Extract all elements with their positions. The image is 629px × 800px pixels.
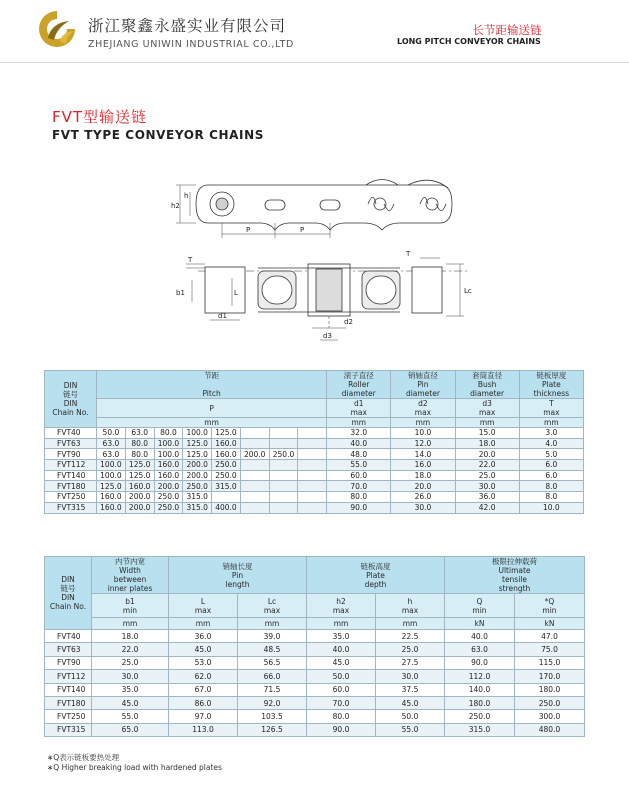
d1-unit: mm: [327, 418, 391, 428]
pitch-symbol: P: [97, 399, 327, 418]
pitch-cell: 125.0: [125, 470, 154, 481]
table-row: [45, 481, 584, 492]
value-cell: 36.0: [455, 492, 519, 503]
unit-header: mm: [92, 618, 169, 630]
pitch-cell: 50.0: [97, 428, 126, 439]
value-cell: 20.0: [391, 481, 455, 492]
table-row: [45, 630, 585, 643]
table-row: [45, 696, 585, 709]
dim-label-d1: d1: [218, 312, 227, 320]
chain-no-cell: FVT140: [45, 470, 97, 481]
pitch-cell: 315.0: [183, 502, 212, 513]
spec-table-2: [44, 556, 585, 737]
table-row: [45, 656, 585, 669]
table-row: [45, 470, 584, 481]
din-header-2: DIN 链号 DIN Chain No.: [45, 557, 92, 630]
chain-no-cell: FVT40: [45, 630, 92, 643]
chain-no-cell: FVT63: [45, 643, 92, 656]
plate-thickness-header: 链板厚度 Plate thickness: [519, 371, 583, 399]
pitch-cell: 250.0: [212, 470, 241, 481]
value-cell: 480.0: [515, 723, 585, 736]
value-cell: 113.0: [169, 723, 238, 736]
pitch-cell: 100.0: [97, 460, 126, 471]
value-cell: 55.0: [376, 723, 445, 736]
pitch-cell: [240, 492, 269, 503]
pitch-cell: 250.0: [183, 481, 212, 492]
pitch-cell: [269, 428, 298, 439]
pitch-cell: 160.0: [154, 470, 183, 481]
chain-side-view: [196, 180, 452, 231]
company-name-cn: 浙江聚鑫永盛实业有限公司: [88, 17, 287, 35]
value-cell: 8.0: [519, 492, 583, 503]
value-cell: 90.0: [445, 656, 515, 669]
pitch-cell: [269, 481, 298, 492]
value-cell: 115.0: [515, 656, 585, 669]
value-cell: 30.0: [391, 502, 455, 513]
value-cell: 45.0: [169, 643, 238, 656]
value-cell: 65.0: [92, 723, 169, 736]
roller-diameter-header: 滚子直径 Roller diameter: [327, 371, 391, 399]
dim-label-h: h: [184, 192, 189, 200]
pitch-cell: 125.0: [183, 438, 212, 449]
pitch-cell: [269, 470, 298, 481]
value-cell: 27.5: [376, 656, 445, 669]
t-unit: mm: [519, 418, 583, 428]
spec-table-1: [44, 370, 584, 514]
symbol-header: Q min: [445, 594, 515, 618]
symbol-header: *Q min: [515, 594, 585, 618]
value-cell: 35.0: [307, 630, 376, 643]
value-cell: 26.0: [391, 492, 455, 503]
dim-label-t-left: T: [188, 256, 193, 264]
din-header: DIN 链号 DIN Chain No.: [45, 371, 97, 428]
value-cell: 56.5: [238, 656, 307, 669]
table-row: [45, 683, 585, 696]
pitch-cell: 200.0: [240, 449, 269, 460]
footnote-cn: ∗Q表示链板要热处理: [47, 753, 120, 762]
value-cell: 55.0: [327, 460, 391, 471]
pitch-cell: [298, 449, 327, 460]
value-cell: 10.0: [519, 502, 583, 513]
pitch-cell: 160.0: [125, 481, 154, 492]
bush-diameter-header: 套筒直径 Bush diameter: [455, 371, 519, 399]
value-cell: 4.0: [519, 438, 583, 449]
pin-length-header: 销轴长度 Pin length: [169, 557, 307, 594]
value-cell: 8.0: [519, 481, 583, 492]
value-cell: 92.0: [238, 696, 307, 709]
table-row: [45, 428, 584, 439]
value-cell: 16.0: [391, 460, 455, 471]
pitch-cell: 315.0: [212, 481, 241, 492]
chain-no-cell: FVT112: [45, 670, 92, 683]
pitch-cell: [298, 438, 327, 449]
pitch-cell: [240, 481, 269, 492]
value-cell: 47.0: [515, 630, 585, 643]
chain-no-cell: FVT90: [45, 656, 92, 669]
dim-label-p1: P: [246, 226, 251, 234]
spec-table-2-body: [45, 630, 585, 737]
table-row: [45, 449, 584, 460]
pitch-cell: 100.0: [154, 449, 183, 460]
value-cell: 180.0: [445, 696, 515, 709]
pitch-cell: 100.0: [154, 438, 183, 449]
pitch-cell: 250.0: [212, 460, 241, 471]
table-row: [45, 643, 585, 656]
unit-header: kN: [515, 618, 585, 630]
value-cell: 86.0: [169, 696, 238, 709]
value-cell: 48.0: [327, 449, 391, 460]
d1-symbol: d1 max: [327, 399, 391, 418]
value-cell: 80.0: [307, 710, 376, 723]
t-symbol: T max: [519, 399, 583, 418]
category-title-cn: 长节距输送链: [472, 23, 542, 37]
value-cell: 112.0: [445, 670, 515, 683]
pitch-cell: 250.0: [154, 502, 183, 513]
pitch-cell: 160.0: [97, 502, 126, 513]
value-cell: 32.0: [327, 428, 391, 439]
value-cell: 60.0: [327, 470, 391, 481]
pitch-cell: [298, 502, 327, 513]
symbol-header: h max: [376, 594, 445, 618]
value-cell: 14.0: [391, 449, 455, 460]
pitch-cell: [212, 492, 241, 503]
value-cell: 20.0: [455, 449, 519, 460]
pitch-cell: 80.0: [154, 428, 183, 439]
value-cell: 90.0: [307, 723, 376, 736]
value-cell: 70.0: [327, 481, 391, 492]
value-cell: 6.0: [519, 470, 583, 481]
value-cell: 40.0: [327, 438, 391, 449]
value-cell: 25.0: [455, 470, 519, 481]
pitch-cell: 200.0: [183, 460, 212, 471]
table-row: [45, 502, 584, 513]
pitch-cell: [240, 502, 269, 513]
value-cell: 45.0: [307, 656, 376, 669]
unit-row: [45, 618, 585, 630]
value-cell: 62.0: [169, 670, 238, 683]
pitch-cell: 400.0: [212, 502, 241, 513]
pitch-cell: 160.0: [154, 460, 183, 471]
value-cell: 22.0: [455, 460, 519, 471]
pitch-cell: 250.0: [154, 492, 183, 503]
d3-symbol: d3 max: [455, 399, 519, 418]
pitch-cell: 63.0: [97, 449, 126, 460]
value-cell: 25.0: [376, 643, 445, 656]
chain-no-cell: FVT315: [45, 502, 97, 513]
value-cell: 170.0: [515, 670, 585, 683]
table-row: [45, 492, 584, 503]
chain-no-cell: FVT250: [45, 710, 92, 723]
pitch-cell: [269, 492, 298, 503]
pitch-header: 节距 Pitch: [97, 371, 327, 399]
value-cell: 53.0: [169, 656, 238, 669]
chain-no-cell: FVT90: [45, 449, 97, 460]
unit-header: mm: [238, 618, 307, 630]
value-cell: 39.0: [238, 630, 307, 643]
chain-dimension-diagram: [0, 168, 629, 346]
pitch-cell: 63.0: [125, 428, 154, 439]
pitch-unit: mm: [97, 418, 327, 428]
pitch-cell: [240, 470, 269, 481]
pitch-cell: 80.0: [125, 438, 154, 449]
page-header: [0, 0, 629, 66]
value-cell: 50.0: [307, 670, 376, 683]
value-cell: 30.0: [455, 481, 519, 492]
pitch-cell: 200.0: [183, 470, 212, 481]
chain-no-cell: FVT180: [45, 481, 97, 492]
inner-width-header: 内节内宽 Width between inner plates: [92, 557, 169, 594]
value-cell: 180.0: [515, 683, 585, 696]
dim-label-d2: d2: [344, 318, 353, 326]
table-row: [45, 670, 585, 683]
value-cell: 63.0: [445, 643, 515, 656]
value-cell: 67.0: [169, 683, 238, 696]
dim-label-lc: Lc: [464, 287, 472, 295]
value-cell: 48.5: [238, 643, 307, 656]
value-cell: 5.0: [519, 449, 583, 460]
value-cell: 18.0: [391, 470, 455, 481]
pin-diameter-header: 销轴直径 Pin diameter: [391, 371, 455, 399]
symbol-row: [45, 594, 585, 618]
value-cell: 70.0: [307, 696, 376, 709]
value-cell: 300.0: [515, 710, 585, 723]
table-row: [45, 710, 585, 723]
d2-symbol: d2 max: [391, 399, 455, 418]
symbol-header: h2 max: [307, 594, 376, 618]
unit-header: mm: [169, 618, 238, 630]
pitch-cell: 80.0: [125, 449, 154, 460]
value-cell: 126.5: [238, 723, 307, 736]
pitch-cell: 160.0: [212, 438, 241, 449]
pitch-cell: 315.0: [183, 492, 212, 503]
value-cell: 35.0: [92, 683, 169, 696]
pitch-cell: 125.0: [212, 428, 241, 439]
pitch-cell: [240, 438, 269, 449]
pitch-cell: 160.0: [212, 449, 241, 460]
value-cell: 25.0: [92, 656, 169, 669]
pitch-cell: [298, 470, 327, 481]
pitch-cell: 125.0: [183, 449, 212, 460]
chain-no-cell: FVT250: [45, 492, 97, 503]
value-cell: 55.0: [92, 710, 169, 723]
unit-header: kN: [445, 618, 515, 630]
chain-no-cell: FVT180: [45, 696, 92, 709]
value-cell: 71.5: [238, 683, 307, 696]
value-cell: 15.0: [455, 428, 519, 439]
value-cell: 12.0: [391, 438, 455, 449]
pitch-cell: 160.0: [97, 492, 126, 503]
pitch-cell: 125.0: [97, 481, 126, 492]
section-title-cn: FVT型输送链: [52, 108, 148, 126]
pitch-cell: [269, 502, 298, 513]
pitch-cell: 200.0: [125, 492, 154, 503]
value-cell: 103.5: [238, 710, 307, 723]
value-cell: 40.0: [445, 630, 515, 643]
value-cell: 30.0: [92, 670, 169, 683]
pitch-cell: 100.0: [97, 470, 126, 481]
dim-label-d3: d3: [323, 332, 332, 340]
table-row: [45, 438, 584, 449]
dim-label-l: L: [234, 289, 238, 297]
company-logo-icon: [36, 8, 78, 50]
value-cell: 97.0: [169, 710, 238, 723]
pitch-cell: [269, 460, 298, 471]
header-divider: [0, 62, 629, 63]
chain-top-view: [198, 264, 468, 328]
value-cell: 3.0: [519, 428, 583, 439]
pitch-cell: 250.0: [269, 449, 298, 460]
pitch-cell: [298, 460, 327, 471]
footnote-en: ∗Q Higher breaking load with hardened plates: [47, 763, 222, 772]
dim-label-b1: b1: [176, 289, 185, 297]
pitch-cell: [298, 481, 327, 492]
dim-label-p2: P: [300, 226, 305, 234]
value-cell: 315.0: [445, 723, 515, 736]
pitch-cell: [298, 428, 327, 439]
table-row: [45, 723, 585, 736]
value-cell: 45.0: [376, 696, 445, 709]
chain-no-cell: FVT112: [45, 460, 97, 471]
tensile-strength-header: 极限拉伸载荷 Ultimate tensile strength: [445, 557, 585, 594]
pitch-cell: [240, 428, 269, 439]
value-cell: 40.0: [307, 643, 376, 656]
value-cell: 36.0: [169, 630, 238, 643]
chain-no-cell: FVT140: [45, 683, 92, 696]
pitch-cell: 200.0: [125, 502, 154, 513]
dim-label-h2: h2: [171, 202, 180, 210]
pitch-cell: 63.0: [97, 438, 126, 449]
value-cell: 30.0: [376, 670, 445, 683]
symbol-header: L max: [169, 594, 238, 618]
unit-header: mm: [376, 618, 445, 630]
value-cell: 80.0: [327, 492, 391, 503]
value-cell: 60.0: [307, 683, 376, 696]
value-cell: 37.5: [376, 683, 445, 696]
category-title-en: LONG PITCH CONVEYOR CHAINS: [397, 37, 541, 46]
value-cell: 250.0: [445, 710, 515, 723]
unit-header: mm: [307, 618, 376, 630]
value-cell: 90.0: [327, 502, 391, 513]
value-cell: 50.0: [376, 710, 445, 723]
d2-unit: mm: [391, 418, 455, 428]
value-cell: 75.0: [515, 643, 585, 656]
table-row: [45, 460, 584, 471]
d3-unit: mm: [455, 418, 519, 428]
pitch-cell: [240, 460, 269, 471]
value-cell: 250.0: [515, 696, 585, 709]
symbol-header: Lc max: [238, 594, 307, 618]
company-name-en: ZHEJIANG UNIWIN INDUSTRIAL CO.,LTD: [88, 39, 294, 50]
plate-depth-header: 链板高度 Plate depth: [307, 557, 445, 594]
value-cell: 66.0: [238, 670, 307, 683]
pitch-cell: 100.0: [183, 428, 212, 439]
pitch-cell: 125.0: [125, 460, 154, 471]
chain-no-cell: FVT40: [45, 428, 97, 439]
pitch-cell: [298, 492, 327, 503]
value-cell: 10.0: [391, 428, 455, 439]
pitch-cell: 200.0: [154, 481, 183, 492]
value-cell: 22.0: [92, 643, 169, 656]
value-cell: 42.0: [455, 502, 519, 513]
value-cell: 18.0: [455, 438, 519, 449]
symbol-header: b1 min: [92, 594, 169, 618]
value-cell: 6.0: [519, 460, 583, 471]
value-cell: 22.5: [376, 630, 445, 643]
pitch-cell: [269, 438, 298, 449]
value-cell: 140.0: [445, 683, 515, 696]
value-cell: 45.0: [92, 696, 169, 709]
chain-no-cell: FVT315: [45, 723, 92, 736]
value-cell: 18.0: [92, 630, 169, 643]
chain-no-cell: FVT63: [45, 438, 97, 449]
section-title-en: FVT TYPE CONVEYOR CHAINS: [52, 128, 264, 142]
dim-label-t-right: T: [406, 250, 411, 258]
spec-table-1-body: [45, 428, 584, 514]
